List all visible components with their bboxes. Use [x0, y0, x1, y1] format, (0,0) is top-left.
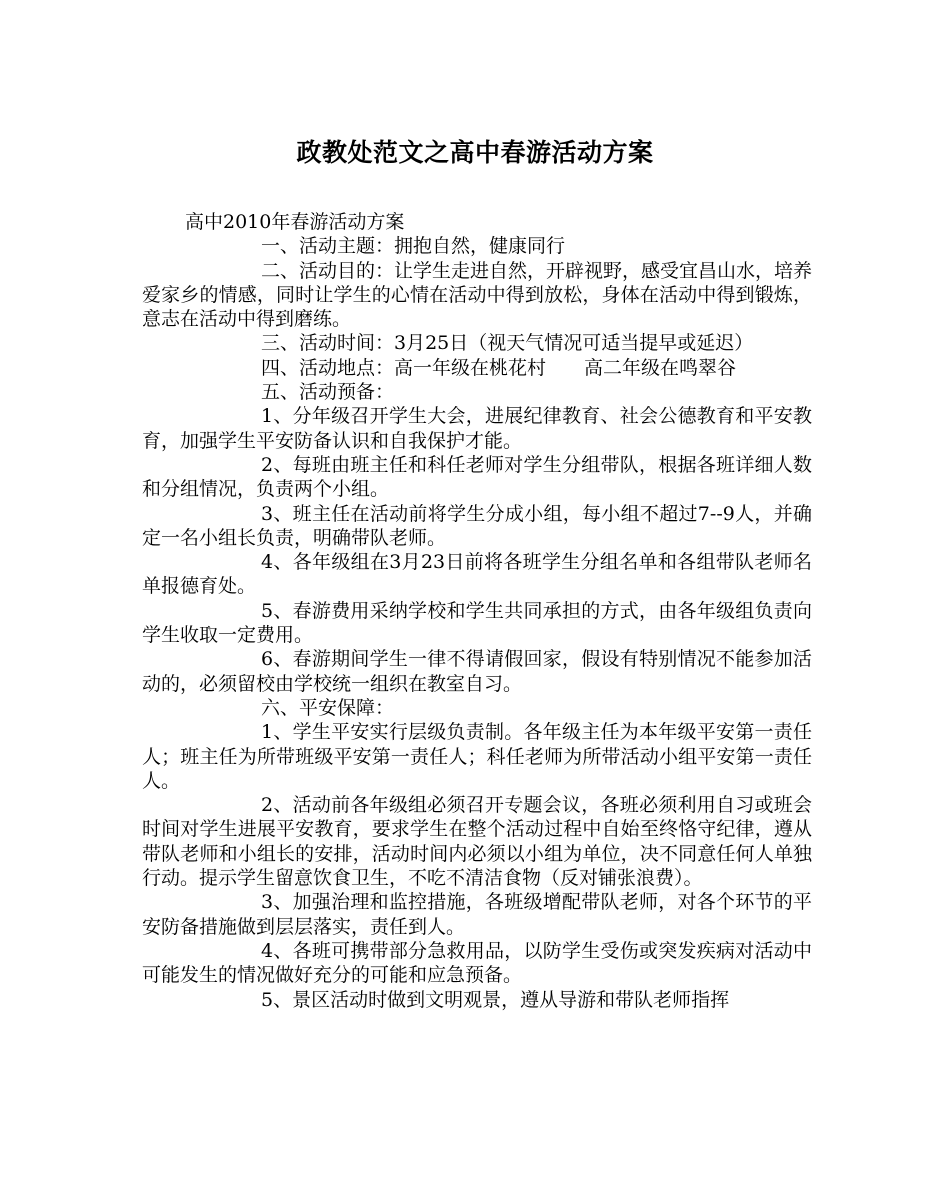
subtitle-paragraph: 高中2010年春游活动方案 — [185, 211, 405, 233]
section-purpose: 二、活动目的：让学生走进自然，开辟视野，感受宜昌山水，培养爱家乡的情感，同时让学生的心情在活动中得到放松，身体在活动中得到锻炼，意志在活动中得到磨练。 — [142, 259, 813, 331]
preparation-item: 2、每班由班主任和科任老师对学生分组带队，根据各班详细人数和分组情况，负责两个小组。 — [142, 453, 812, 501]
safety-item: 4、各班可携带部分急救用品，以防学生受伤或突发疾病对活动中可能发生的情况做好充分的可能和应急预备。 — [142, 939, 812, 987]
document-title: 政教处范文之高中春游活动方案 — [296, 138, 654, 167]
section-theme: 一、活动主题：拥抱自然，健康同行 — [261, 235, 566, 258]
safety-item: 2、活动前各年级组必须召开专题会议，各班必须利用自习或班会时间对学生进展平安教育，要求学生在整个活动过程中自始至终恪守纪律，遵从带队老师和小组长的安排，活动时间内必须以小组为单位，决不同意任何人单独行动。提示学生留意饮食卫生，不吃不清洁食物（反对铺张浪费）。 — [142, 794, 812, 890]
section-safety-heading: 六、平安保障： — [261, 696, 395, 719]
safety-item: 1、学生平安实行层级负责制。各年级主任为本年级平安第一责任人；班主任为所带班级平安第一责任人；科任老师为所带活动小组平安第一责任人。 — [142, 721, 812, 792]
section-location: 四、活动地点：高一年级在桃花村 高二年级在鸣翠谷 — [261, 356, 737, 379]
preparation-item: 6、春游期间学生一律不得请假回家，假设有特别情况不能参加活动的，必须留校由学校统一组织在教室自习。 — [142, 648, 812, 695]
document-body — [142, 210, 812, 1012]
preparation-item: 3、班主任在活动前将学生分成小组，每小组不超过7--9人，并确定一名小组长负责，明确带队老师。 — [142, 502, 812, 549]
preparation-item: 4、各年级组在3月23日前将各班学生分组名单和各组带队老师名单报德育处。 — [142, 551, 812, 598]
preparation-item: 5、春游费用采纳学校和学生共同承担的方式，由各年级组负责向学生收取一定费用。 — [142, 599, 812, 647]
safety-item: 5、景区活动时做到文明观景，遵从导游和带队老师指挥 — [261, 988, 730, 1011]
preparation-item: 1、分年级召开学生大会，进展纪律教育、社会公德教育和平安教育，加强学生平安防备认识和自我保护才能。 — [142, 405, 812, 452]
safety-item: 3、加强治理和监控措施，各班级增配带队老师，对各个环节的平安防备措施做到层层落实，责任到人。 — [142, 891, 812, 938]
section-time: 三、活动时间：3月25日（视天气情况可适当提早或延迟） — [261, 332, 754, 355]
section-preparation-heading: 五、活动预备： — [261, 381, 395, 404]
